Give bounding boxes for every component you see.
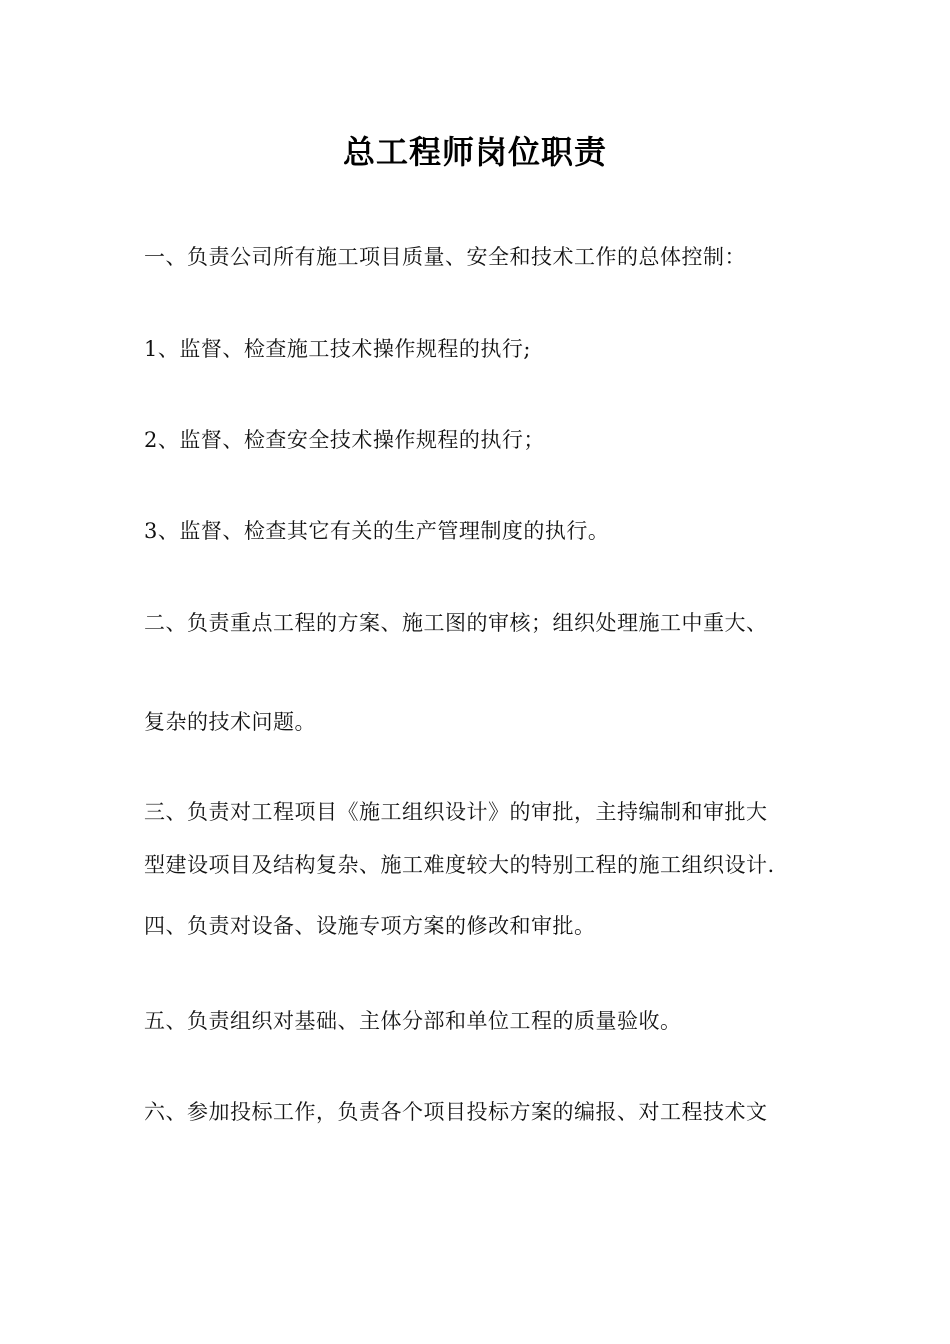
- paragraph-line: 五、负责组织对基础、主体分部和单位工程的质量验收。: [144, 1009, 682, 1033]
- paragraph-line: 二、负责重点工程的方案、施工图的审核；组织处理施工中重大、: [144, 611, 768, 635]
- paragraph-line: 四、负责对设备、设施专项方案的修改和审批。: [144, 914, 596, 938]
- paragraph-line: 六、参加投标工作，负责各个项目投标方案的编报、对工程技术文: [144, 1100, 768, 1124]
- paragraph-line: 三、负责对工程项目《施工组织设计》的审批，主持编制和审批大: [144, 800, 768, 824]
- paragraph-line: 2、监督、检查安全技术操作规程的执行；: [144, 428, 545, 452]
- paragraph-line: 型建设项目及结构复杂、施工难度较大的特别工程的施工组织设计.: [144, 853, 775, 877]
- document-title: 总工程师岗位职责: [342, 133, 607, 171]
- paragraph-line: 复杂的技术问题。: [144, 710, 316, 734]
- paragraph-line: 1、监督、检查施工技术操作规程的执行;: [144, 337, 531, 361]
- paragraph-line: 一、负责公司所有施工项目质量、安全和技术工作的总体控制：: [144, 245, 746, 269]
- paragraph-line: 3、监督、检查其它有关的生产管理制度的执行。: [144, 519, 610, 543]
